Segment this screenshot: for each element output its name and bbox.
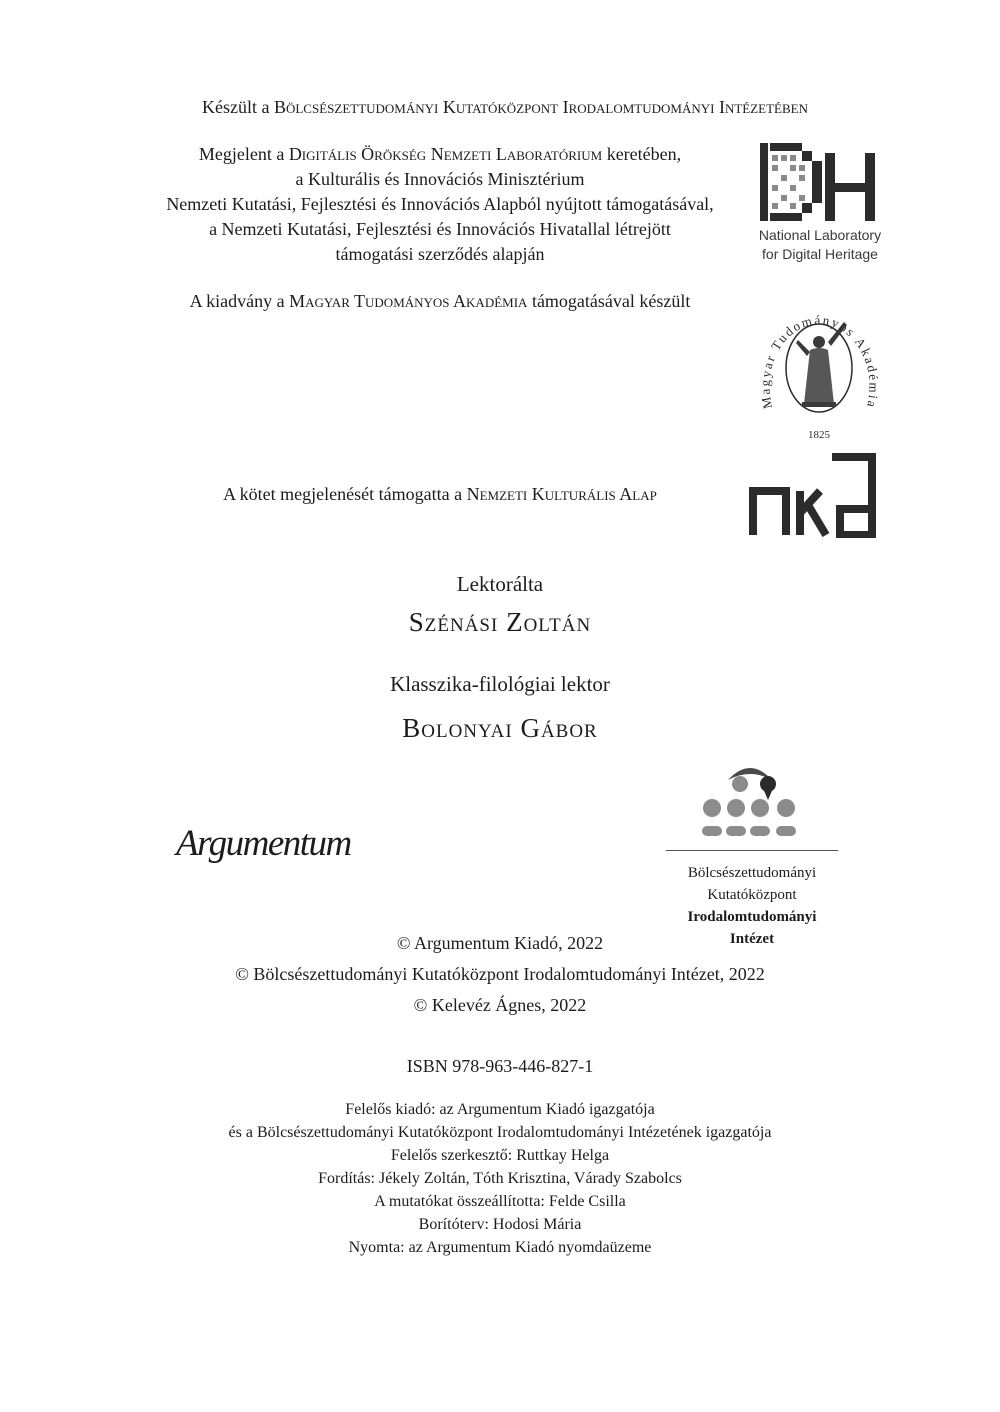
credits-block <box>0 1098 1000 1259</box>
dh-caption: National Laboratory for Digital Heritage <box>758 227 882 262</box>
classic-lector-name: Bolonyai Gábor <box>402 713 598 743</box>
credit-line: A mutatókat összeállította: Felde Csilla <box>374 1193 626 1210</box>
nka-support-line: A kötet megjelenését támogatta a Nemzeti Kulturális Alap <box>223 484 657 504</box>
btk-logo-text: Bölcsészettudományi Kutatóközpont Irodalomtudományi Intézet <box>687 865 817 947</box>
svg-text:nka: nka <box>748 453 750 454</box>
isbn: ISBN 978-963-446-827-1 <box>406 1056 594 1076</box>
produced-by-line <box>60 95 950 120</box>
mta-seal-logo <box>752 292 887 442</box>
published-line-3: Nemzeti Kutatási, Fejlesztési és Innovációs Alapból nyújtott támogatásával, <box>166 194 714 214</box>
published-line-2: a Kulturális és Innovációs Minisztérium <box>295 169 585 189</box>
credit-line: és a Bölcsészettudományi Kutatóközpont Irodalomtudományi Intézetének igazgatója <box>228 1124 772 1141</box>
mta-year: 1825 <box>808 429 830 441</box>
produced-prefix: Készült a <box>201 97 274 117</box>
credit-line: Fordítás: Jékely Zoltán, Tóth Krisztina, Várady Szabolcs <box>318 1170 682 1187</box>
classic-lector-label: Klasszika-filológiai lektor <box>390 672 610 696</box>
btk-divider <box>666 850 838 851</box>
credit-line: Borítóterv: Hodosi Mária <box>418 1216 582 1233</box>
mta-name: Magyar Tudományos Akadémia <box>289 291 528 311</box>
mta-support-line: A kiadvány a Magyar Tudományos Akadémia támogatásával készült <box>189 291 691 311</box>
published-line-4: a Nemzeti Kutatási, Fejlesztési és Innovációs Hivatallal létrejött <box>209 219 671 239</box>
nka-logo <box>748 453 893 538</box>
lector-name: Szénási Zoltán <box>408 607 592 637</box>
copyright-line-1: © Argumentum Kiadó, 2022 <box>396 933 604 953</box>
copyright-block <box>0 928 1000 1021</box>
credit-line: Felelős kiadó: az Argumentum Kiadó igazgatója <box>345 1101 655 1118</box>
published-line-5: támogatási szerződés alapján <box>335 244 545 264</box>
published-line-1: Megjelent a Digitális Örökség Nemzeti Laboratórium keretében, <box>198 144 682 164</box>
published-block <box>100 142 780 267</box>
lector-label: Lektorálta <box>456 572 544 596</box>
copyright-line-3: © Kelevéz Ágnes, 2022 <box>413 995 587 1015</box>
credit-line: Nyomta: az Argumentum Kiadó nyomdaüzeme <box>348 1239 652 1256</box>
svg-text:Magyar Tudományos Akadémia: Magyar Tudományos Akadémia <box>757 312 882 411</box>
credit-line: Felelős szerkesztő: Ruttkay Helga <box>390 1147 610 1164</box>
dh-lab-name: Digitális Örökség Nemzeti Laboratórium <box>288 144 603 164</box>
produced-institute: Bölcsészettudományi Kutatóközpont Irodalomtudományi Intézetében <box>273 97 808 117</box>
nka-name: Nemzeti Kulturális Alap <box>466 484 657 504</box>
copyright-line-2: © Bölcsészettudományi Kutatóközpont Irodalomtudományi Intézet, 2022 <box>235 964 765 984</box>
btk-logo-symbol <box>698 760 802 838</box>
argumentum-logo: Argumentum <box>176 823 351 864</box>
